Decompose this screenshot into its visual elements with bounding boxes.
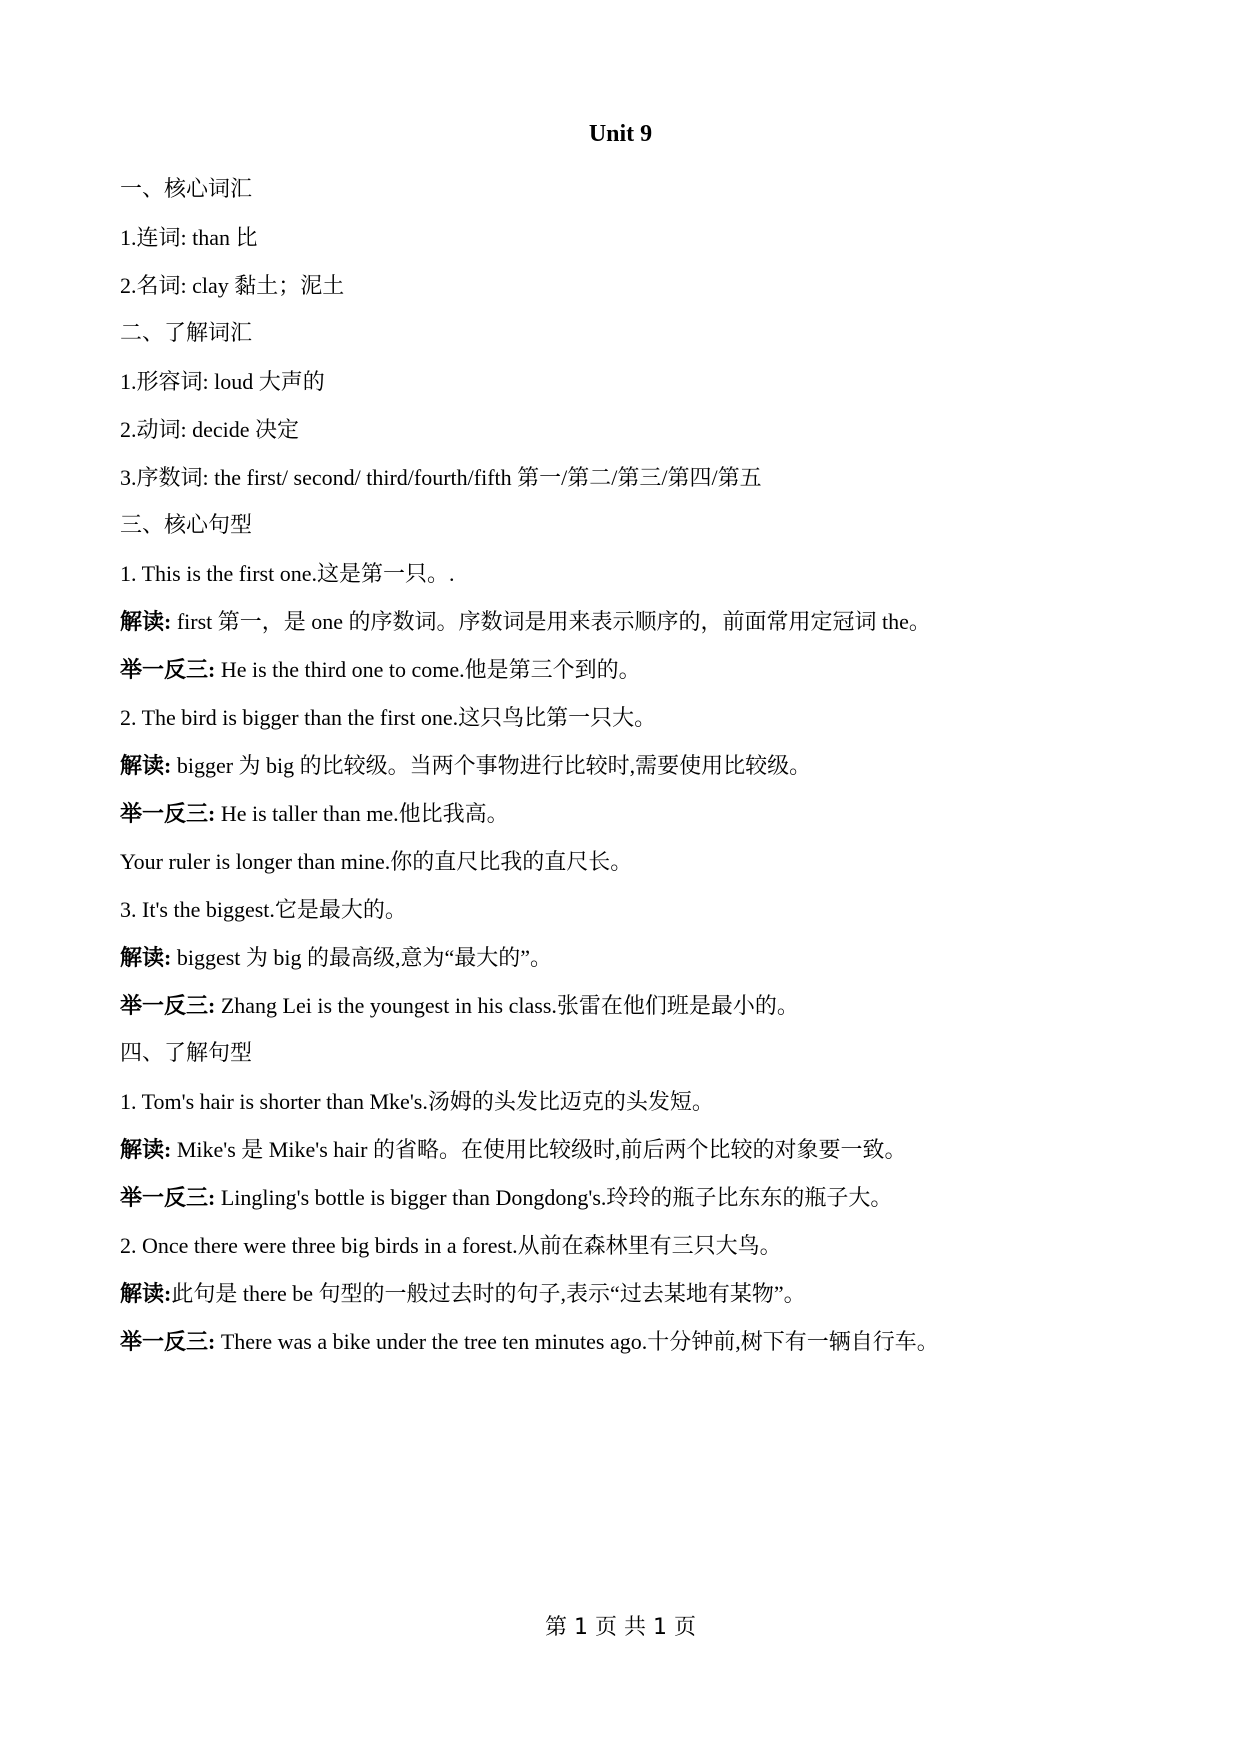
explanation-line <box>120 1270 1140 1318</box>
sentence-item: 2. The bird is bigger than the first one.这只鸟比第一只大。 <box>120 705 657 730</box>
vocab-item: 3.序数词: the first/ second/ third/fourth/fifth 第一/第二/第三/第四/第五 <box>120 465 762 490</box>
section-heading-extra-sentences: 四、了解句型 <box>120 1041 253 1066</box>
document-body <box>120 166 1140 1366</box>
page-footer: 第 1 页 共 1 页 <box>545 1615 696 1640</box>
section-heading-core-sentences: 三、核心句型 <box>120 513 253 538</box>
explanation-line <box>120 1126 1140 1174</box>
section-heading-core-vocab: 一、核心词汇 <box>120 177 253 202</box>
document-title: Unit 9 <box>588 121 653 147</box>
explanation-label: 解读: <box>120 753 172 778</box>
explanation-label: 解读: <box>120 1281 172 1306</box>
explanation-label: 解读: <box>120 945 172 970</box>
example-text: Zhang Lei is the youngest in his class.张雷在他们班是最小的。 <box>220 993 799 1018</box>
explanation-text: bigger 为 big 的比较级。当两个事物进行比较时,需要使用比较级。 <box>176 753 812 778</box>
example-text: Lingling's bottle is bigger than Dongdong's.玲玲的瓶子比东东的瓶子大。 <box>220 1185 893 1210</box>
vocab-item: 1.连词: than 比 <box>120 225 258 250</box>
explanation-text: first 第一，是 one 的序数词。序数词是用来表示顺序的，前面常用定冠词 the。 <box>176 609 931 634</box>
explanation-line <box>120 598 1140 646</box>
explanation-label: 解读: <box>120 1137 172 1162</box>
sentence-item: 1. Tom's hair is shorter than Mke's.汤姆的头发比迈克的头发短。 <box>120 1089 714 1114</box>
example-text: He is taller than me.他比我高。 <box>220 801 509 826</box>
example-label: 举一反三: <box>120 1329 216 1354</box>
example-text: He is the third one to come.他是第三个到的。 <box>220 657 641 682</box>
explanation-line <box>120 934 1140 982</box>
vocab-item: 1.形容词: loud 大声的 <box>120 369 325 394</box>
sentence-item: 1. This is the first one.这是第一只。. <box>120 561 455 586</box>
example-line <box>120 982 1140 1030</box>
example-label: 举一反三: <box>120 657 216 682</box>
example-label: 举一反三: <box>120 993 216 1018</box>
example-line <box>120 790 1140 838</box>
example-extra-text: Your ruler is longer than mine.你的直尺比我的直尺长。 <box>120 849 633 874</box>
sentence-item: 2. Once there were three big birds in a forest.从前在森林里有三只大鸟。 <box>120 1233 782 1258</box>
explanation-label: 解读: <box>120 609 172 634</box>
explanation-text: biggest 为 big 的最高级,意为“最大的”。 <box>176 945 553 970</box>
example-label: 举一反三: <box>120 801 216 826</box>
vocab-item: 2.动词: decide 决定 <box>120 417 300 442</box>
explanation-text: 此句是 there be 句型的一般过去时的句子,表示“过去某地有某物”。 <box>171 1281 806 1306</box>
example-label: 举一反三: <box>120 1185 216 1210</box>
vocab-item: 2.名词: clay 黏土；泥土 <box>120 273 345 298</box>
example-line <box>120 646 1140 694</box>
example-line <box>120 1174 1140 1222</box>
example-text: There was a bike under the tree ten minutes ago.十分钟前,树下有一辆自行车。 <box>220 1329 939 1354</box>
explanation-text: Mike's 是 Mike's hair 的省略。在使用比较级时,前后两个比较的对象要一致。 <box>176 1137 907 1162</box>
sentence-item: 3. It's the biggest.它是最大的。 <box>120 897 407 922</box>
example-line <box>120 1318 1140 1366</box>
explanation-line <box>120 742 1140 790</box>
section-heading-extra-vocab: 二、了解词汇 <box>120 321 253 346</box>
